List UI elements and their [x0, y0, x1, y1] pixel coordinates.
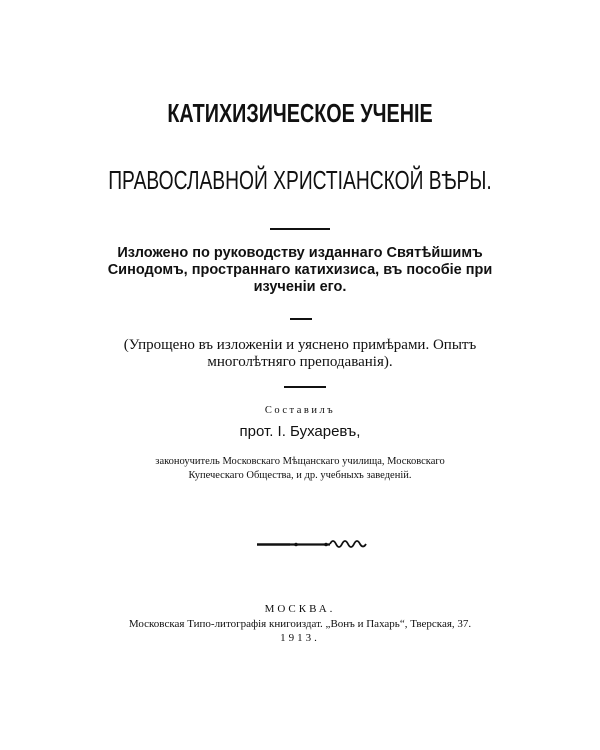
note-line-2: многолѣтняго преподаванія). — [207, 354, 393, 370]
subtitle-line-3: изученіи его. — [253, 279, 347, 295]
divider-rule-2 — [290, 318, 312, 320]
divider-rule-1 — [270, 228, 330, 230]
note-line-1: (Упрощено въ изложеніи и уяснено примѣрами. Опытъ — [123, 337, 477, 353]
author-desc-line-1: законоучитель Московскаго Мѣщанскаго училища, Московскаго — [155, 456, 445, 467]
note-block — [0, 337, 600, 371]
ornament-divider — [255, 536, 370, 552]
publication-year: 1913. — [280, 632, 320, 644]
subtitle-line-1: Изложено по руководству изданнаго Святѣйшимъ — [117, 245, 483, 261]
author-name: прот. І. Бухаревъ, — [239, 423, 361, 440]
subtitle-line-2: Синодомъ, пространнаго катихизиса, въ пособіе при — [107, 262, 493, 278]
author-description — [0, 455, 600, 483]
title-line-2: ПРАВОСЛАВНОЙ ХРИСТІАНСКОЙ ВѢРЫ. — [108, 165, 492, 195]
compiled-by: Составилъ — [264, 405, 336, 416]
publication-city: МОСКВА. — [264, 603, 336, 615]
title-line-1: КАТИХИЗИЧЕСКОЕ УЧЕНІЕ — [167, 98, 433, 128]
publication-press: Московская Типо-литографія книгоиздат. „Вонъ и Пахарь“, Тверская, 37. — [128, 618, 472, 630]
subtitle-block — [0, 245, 600, 296]
author-desc-line-2: Купеческаго Общества, и др. учебныхъ заведеній. — [188, 470, 412, 481]
divider-rule-3 — [284, 386, 326, 388]
